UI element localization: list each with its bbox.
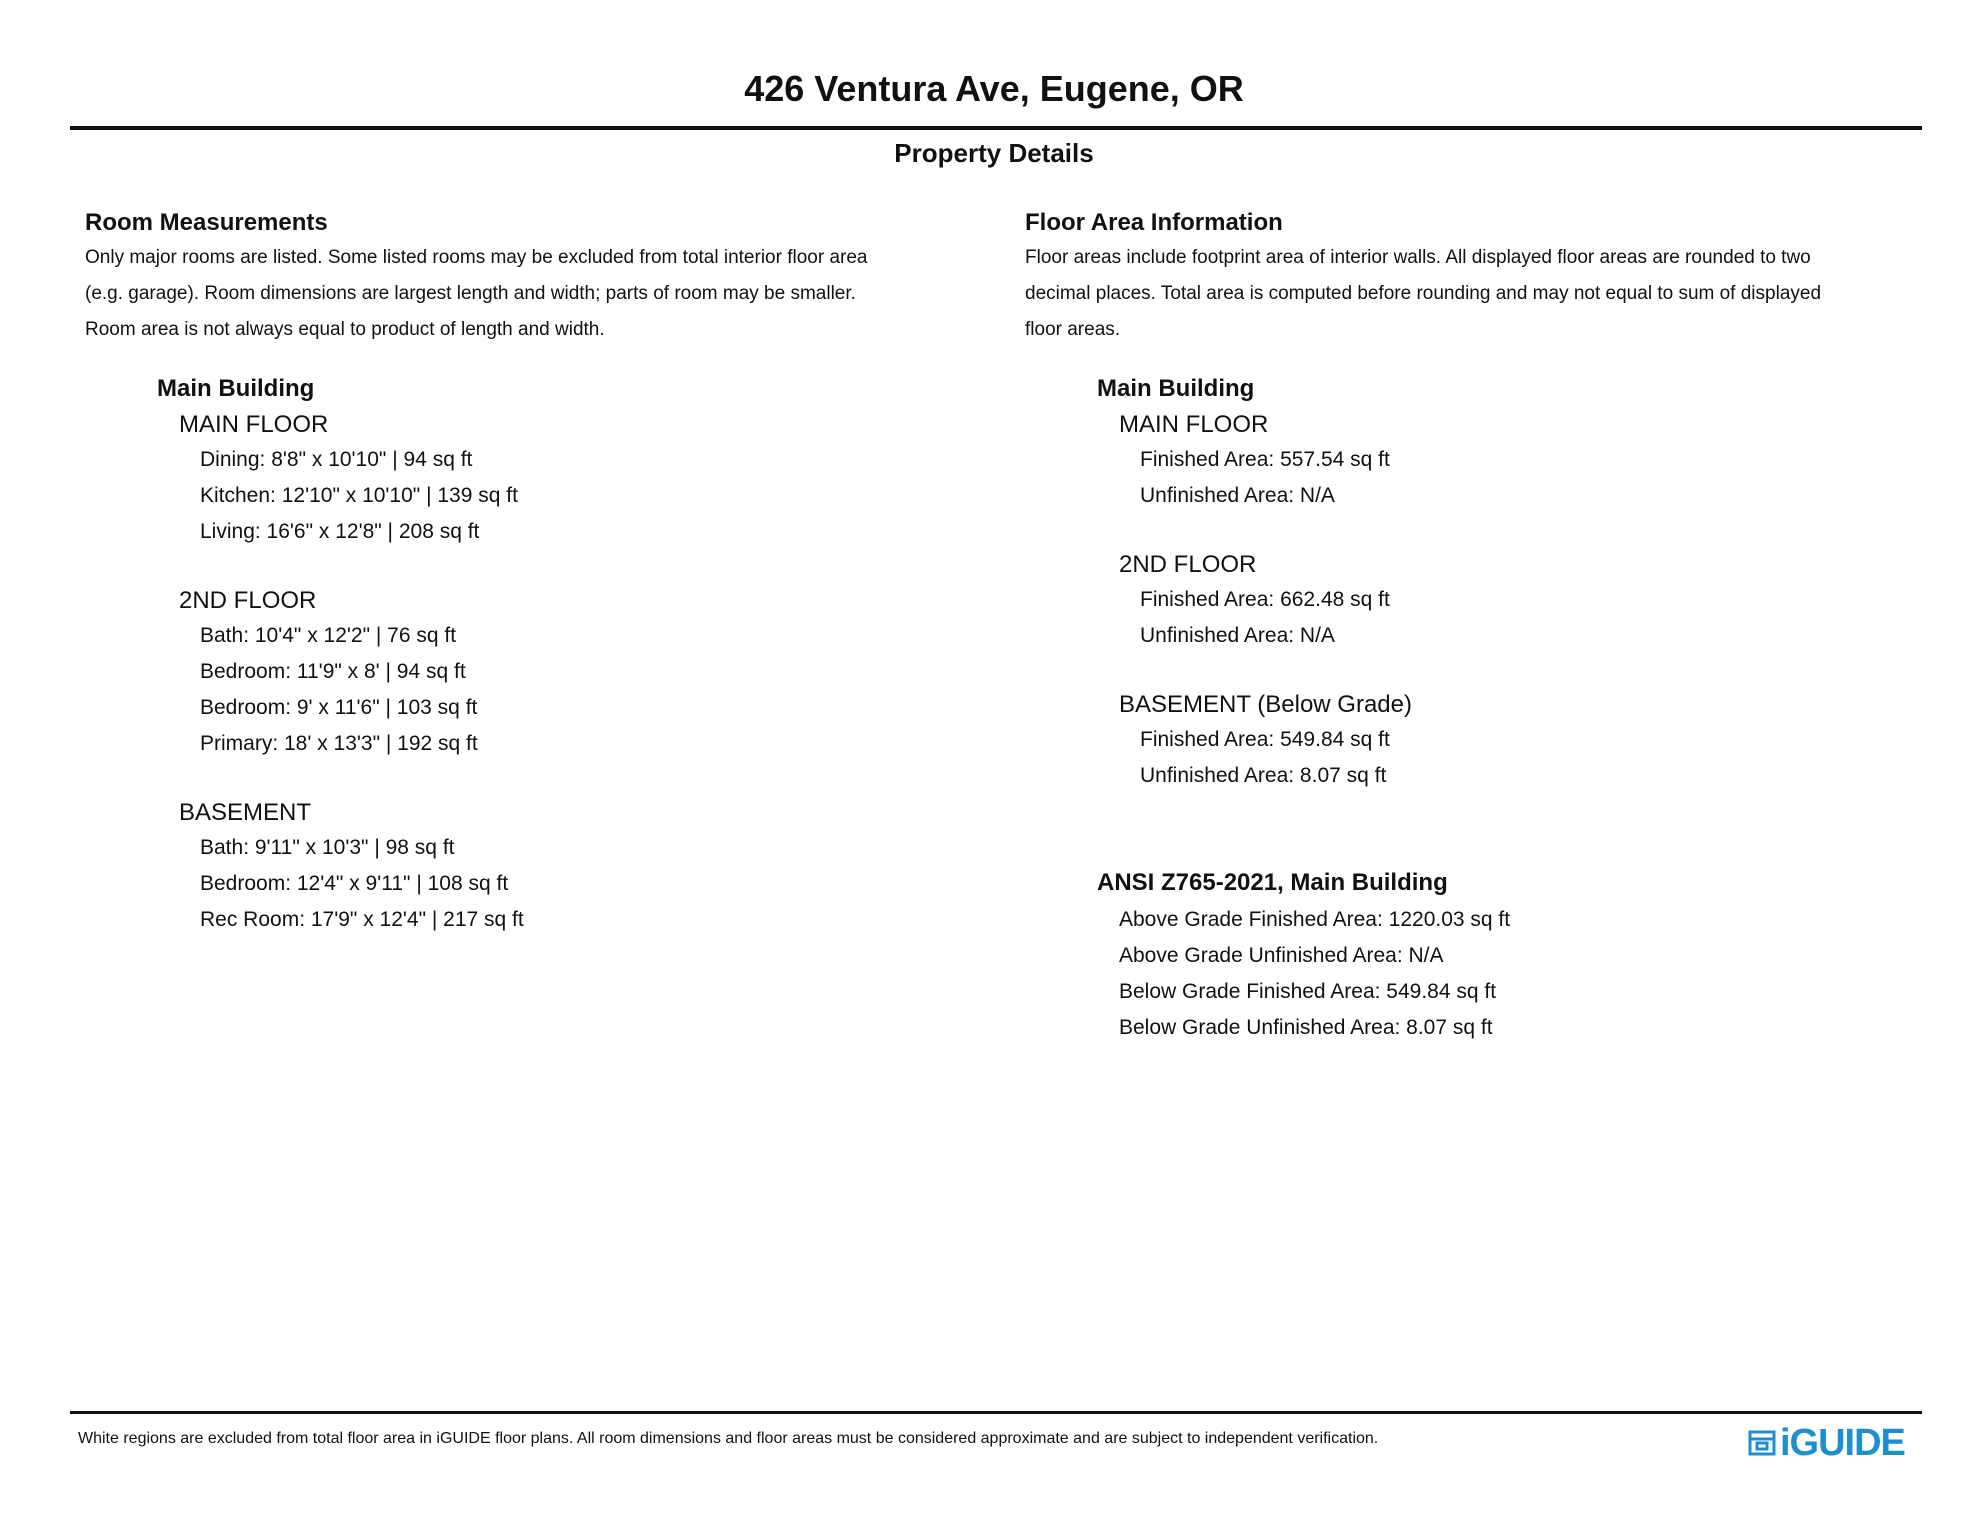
ansi-heading: ANSI Z765-2021, Main Building: [1097, 869, 1448, 896]
room-entry: Kitchen: 12'10" x 10'10" | 139 sq ft: [200, 484, 518, 507]
room-entry: Bedroom: 9' x 11'6" | 103 sq ft: [200, 696, 478, 719]
area-entry: Unfinished Area: 8.07 sq ft: [1140, 764, 1387, 787]
room-entry: Bedroom: 11'9" x 8' | 94 sq ft: [200, 660, 466, 683]
area-entry: Unfinished Area: N/A: [1140, 484, 1335, 507]
floor-heading: BASEMENT (Below Grade): [1119, 691, 1412, 718]
page-subtitle: Property Details: [894, 138, 1094, 168]
room-entry: Primary: 18' x 13'3" | 192 sq ft: [200, 732, 478, 755]
room-entry: Bath: 9'11" x 10'3" | 98 sq ft: [200, 836, 455, 859]
floor-heading: MAIN FLOOR: [1119, 411, 1269, 438]
page-title: 426 Ventura Ave, Eugene, OR: [744, 68, 1244, 109]
room-measurements-desc-line: (e.g. garage). Room dimensions are largest length and width; parts of room may be smaller.: [85, 283, 856, 304]
room-measurements-heading: Room Measurements: [85, 209, 328, 236]
iguide-logo-text: iGUIDE: [1780, 1422, 1905, 1464]
floor-area-desc-line: floor areas.: [1025, 319, 1121, 340]
footer-note: White regions are excluded from total floor area in iGUIDE floor plans. All room dimensions and floor areas must be considered approximate and are subject to independent verification.: [78, 1430, 1379, 1447]
floor-area-desc-line: decimal places. Total area is computed before rounding and may not equal to sum of displayed: [1025, 283, 1822, 304]
room-entry: Living: 16'6" x 12'8" | 208 sq ft: [200, 520, 480, 543]
title-rule: [70, 126, 1922, 130]
building-heading: Main Building: [157, 375, 315, 402]
ansi-entry: Below Grade Unfinished Area: 8.07 sq ft: [1119, 1016, 1493, 1039]
room-entry: Rec Room: 17'9" x 12'4" | 217 sq ft: [200, 908, 524, 931]
room-entry: Bedroom: 12'4" x 9'11" | 108 sq ft: [200, 872, 509, 895]
floor-area-desc-line: Floor areas include footprint area of interior walls. All displayed floor areas are rounded to two: [1025, 247, 1811, 268]
area-entry: Finished Area: 549.84 sq ft: [1140, 728, 1390, 751]
room-measurements-section: [85, 206, 985, 938]
room-measurements-desc-line: Room area is not always equal to product of length and width.: [85, 319, 605, 340]
area-entry: Unfinished Area: N/A: [1140, 624, 1335, 647]
floor-area-section: [1025, 206, 1925, 1046]
area-entry: Finished Area: 557.54 sq ft: [1140, 448, 1390, 471]
floor-heading: 2ND FLOOR: [179, 587, 317, 614]
room-entry: Bath: 10'4" x 12'2" | 76 sq ft: [200, 624, 457, 647]
ansi-entry: Above Grade Unfinished Area: N/A: [1119, 944, 1444, 967]
area-entry: Finished Area: 662.48 sq ft: [1140, 588, 1390, 611]
building-heading: Main Building: [1097, 375, 1255, 402]
floor-heading: BASEMENT: [179, 799, 312, 826]
ansi-entry: Above Grade Finished Area: 1220.03 sq ft: [1119, 908, 1511, 931]
floor-heading: 2ND FLOOR: [1119, 551, 1257, 578]
floor-area-heading: Floor Area Information: [1025, 209, 1283, 236]
room-measurements-desc-line: Only major rooms are listed. Some listed rooms may be excluded from total interior floor area: [85, 247, 868, 268]
floor-heading: MAIN FLOOR: [179, 411, 329, 438]
room-entry: Dining: 8'8" x 10'10" | 94 sq ft: [200, 448, 473, 471]
iguide-logo-icon: [1748, 1428, 1776, 1458]
footer-rule: [70, 1411, 1922, 1414]
ansi-entry: Below Grade Finished Area: 549.84 sq ft: [1119, 980, 1497, 1003]
iguide-logo: [1748, 1422, 1905, 1464]
